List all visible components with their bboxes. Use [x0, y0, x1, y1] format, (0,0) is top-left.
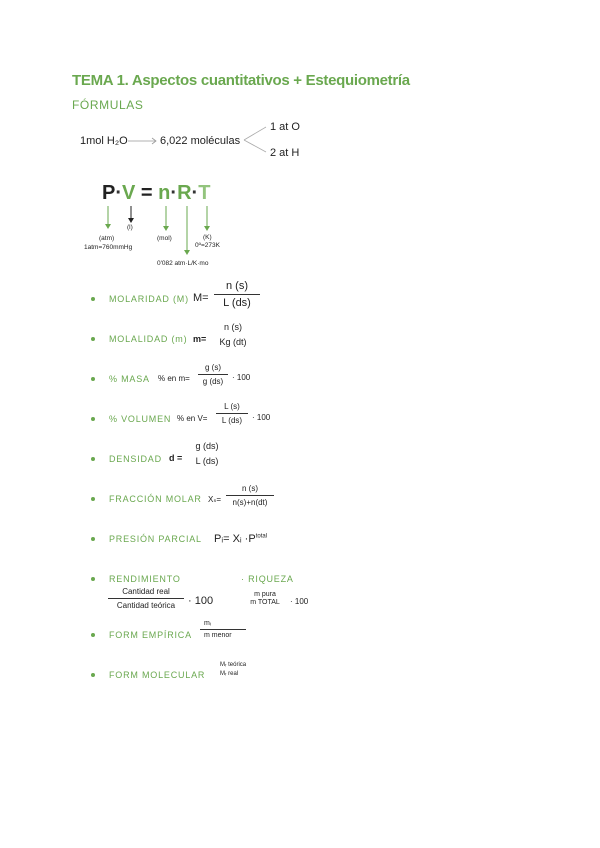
- volume-symbol: V: [122, 182, 136, 204]
- volumen-fraction: [216, 402, 248, 425]
- formula-molecular-numerator: Mᵣ teórica: [220, 662, 247, 668]
- masa-denominator: g (ds): [202, 377, 224, 386]
- rendimiento-factor: · 100: [188, 595, 214, 607]
- molaridad-lhs: M=: [193, 292, 209, 304]
- masa-lhs: % en m=: [158, 374, 190, 383]
- gas-constant-symbol: R: [177, 182, 192, 204]
- masa-factor: · 100: [232, 373, 251, 382]
- bullet: [91, 377, 95, 381]
- moles-unit: (mol): [157, 235, 172, 242]
- total-superscript: total: [255, 533, 268, 540]
- presion-parcial-label: PRESIÓN PARCIAL: [109, 534, 202, 544]
- molaridad-denominator: L (ds): [223, 297, 251, 309]
- pressure-conversion: 1atm=760mmHg: [84, 244, 133, 251]
- fraccion-molar-fraction: [226, 484, 274, 507]
- pressure-symbol: P: [102, 182, 116, 204]
- bullet: [91, 337, 95, 341]
- rendimiento-fraction: [108, 587, 184, 610]
- densidad-lhs: d =: [169, 453, 183, 463]
- volumen-lhs: % en V=: [177, 414, 208, 423]
- mol-water-label: 1mol H₂O: [80, 135, 128, 147]
- volumen-factor: · 100: [252, 413, 271, 422]
- presion-parcial-fraction-symbol: Xᵢ ·: [232, 533, 249, 545]
- molalidad-fraction: [212, 322, 254, 347]
- fraccion-molar-lhs: Xₛ=: [208, 495, 221, 504]
- formula-empirica-label: FORM EMPÍRICA: [109, 630, 192, 640]
- bullet: [91, 537, 95, 541]
- riqueza-denominator: m TOTAL: [250, 599, 280, 606]
- volumen-numerator: L (s): [224, 402, 240, 411]
- fraccion-molar-label: FRACCIÓN MOLAR: [109, 494, 202, 504]
- page-title: TEMA 1. Aspectos cuantitativos + Estequiometría: [72, 72, 410, 89]
- formula-empirica-numerator: mᵢ: [204, 620, 211, 627]
- rendimiento-denominator: Cantidad teórica: [116, 601, 176, 610]
- volume-unit: (l): [127, 224, 133, 231]
- volumen-label: % VOLUMEN: [109, 414, 172, 424]
- rendimiento-numerator: Cantidad real: [122, 587, 170, 596]
- molaridad-fraction: [214, 280, 260, 309]
- rendimiento-label: RENDIMIENTO: [109, 574, 181, 584]
- gas-constant-value: 0'082 atm·L/K·mo: [157, 260, 209, 267]
- moles-symbol: n: [158, 182, 171, 204]
- oxygen-atoms-label: 1 at O: [270, 121, 300, 133]
- riqueza-numerator: m pura: [254, 591, 276, 598]
- riqueza-factor: · 100: [290, 597, 309, 606]
- temperature-conversion: 0º=273K: [195, 242, 220, 249]
- total-pressure-symbol: P: [248, 533, 256, 545]
- formula-molecular-denominator: Mᵣ real: [220, 671, 239, 677]
- molalidad-lhs: m=: [193, 334, 207, 344]
- riqueza-fraction: [246, 591, 284, 606]
- molaridad-label: MOLARIDAD (M): [109, 294, 189, 304]
- ideal-gas-equation: P·V = n·R·T: [102, 182, 211, 204]
- densidad-fraction: [190, 441, 224, 466]
- bullet: [91, 577, 95, 581]
- bullet: [91, 457, 95, 461]
- presion-parcial-lhs: Pᵢ=: [214, 533, 230, 545]
- bullet: [91, 497, 95, 501]
- densidad-numerator: g (ds): [195, 441, 219, 451]
- riqueza-label: · RIQUEZA: [241, 574, 294, 584]
- bullet: [91, 633, 95, 637]
- formula-molecular-label: FORM MOLECULAR: [109, 670, 206, 680]
- formula-empirica-denominator: m menor: [204, 632, 232, 639]
- temperature-unit: (K): [203, 234, 212, 241]
- temperature-symbol: T: [198, 182, 211, 204]
- bullet: [91, 673, 95, 677]
- molaridad-numerator: n (s): [226, 280, 248, 292]
- masa-numerator: g (s): [205, 363, 221, 372]
- densidad-denominator: L (ds): [195, 456, 219, 466]
- molalidad-numerator: n (s): [224, 322, 242, 332]
- densidad-label: DENSIDAD: [109, 454, 162, 464]
- bullet: [91, 417, 95, 421]
- molalidad-label: MOLALIDAD (m): [109, 334, 188, 344]
- molalidad-denominator: Kg (dt): [219, 337, 247, 347]
- masa-label: % MASA: [109, 374, 150, 384]
- pressure-unit: (atm): [99, 235, 115, 242]
- presion-parcial-formula: [214, 533, 267, 545]
- formula-empirica-fraction: [200, 620, 246, 639]
- masa-fraction: [198, 363, 228, 386]
- fraccion-molar-denominator: n(s)+n(dt): [232, 498, 268, 507]
- hydrogen-atoms-label: 2 at H: [270, 147, 300, 159]
- fraccion-molar-numerator: n (s): [242, 484, 258, 493]
- volumen-denominator: L (ds): [221, 416, 243, 425]
- bullet: [91, 297, 95, 301]
- formula-molecular-fraction: [220, 662, 254, 677]
- section-subtitle: FÓRMULAS: [72, 98, 144, 112]
- molecules-label: 6,022 moléculas: [160, 135, 241, 147]
- equals-symbol: =: [140, 182, 153, 204]
